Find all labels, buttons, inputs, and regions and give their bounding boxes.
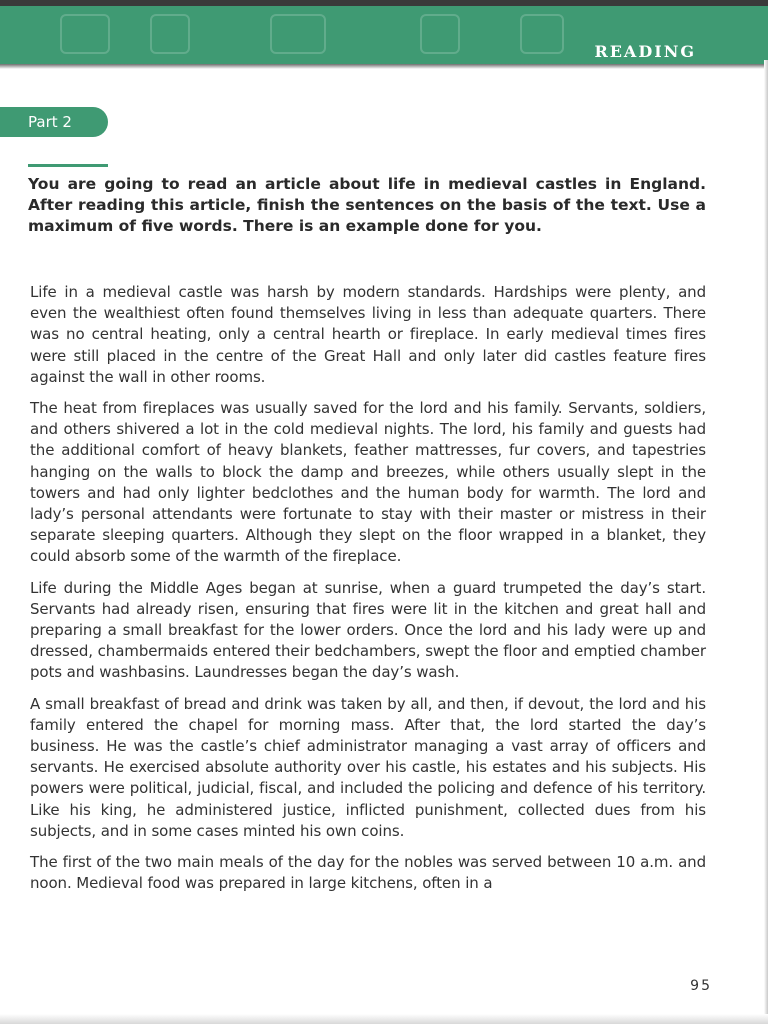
article-paragraph: A small breakfast of bread and drink was taken by all, and then, if devout, the lord and his family entered the chapel for morning mass. After that, the lord started the day’s business. He was the castle’s chief administrator managing a vast array of officers and servants. He exercised absolute authority over his castle, his estates and his subjects. His powers were political, judicial, fiscal, and included the policing and defence of his territory. Like his king, he administered justice, inflicted punishment, collected dues from his subjects, and in some cases minted his own coins. [30, 694, 706, 840]
pencil-icon [150, 14, 190, 54]
mail-icon [520, 14, 564, 54]
article-paragraph: The heat from fireplaces was usually saved for the lord and his family. Servants, soldiers, and others shivered a lot in the cold medieval nights. The lord, his family and guests had the additional comfort of heavy blankets, feather mattresses, fur covers, and tapestries hanging on the walls to block the damp and breezes, while others usually slept in the towers and had only lighter bedclothes and the human body for warmth. The lord and lady’s personal attendants were fortunate to stay with their master or mistress in their separate sleeping quarters. Although they slept on the floor wrapped in a blanket, they could absorb some of the warmth of the fireplace. [30, 399, 706, 566]
header-shadow [0, 64, 768, 69]
task-instructions: You are going to read an article about life in medieval castles in England. After reading this article, finish the sentences on the basis of the text. Use a maximum of five words. There is an example done for you. [28, 175, 706, 235]
page-number: 95 [690, 978, 712, 994]
page-bottom-edge [0, 1014, 768, 1024]
section-rule [28, 164, 108, 167]
part-badge: Part 2 [0, 107, 108, 137]
envelope-icon [60, 14, 110, 54]
card-icon [270, 14, 326, 54]
article-paragraph: The first of the two main meals of the day for the nobles was served between 10 a.m. and noon. Medieval food was prepared in large kitchens, often in a [30, 853, 706, 893]
article-paragraph: Life in a medieval castle was harsh by modern standards. Hardships were plenty, and even the wealthiest often found themselves living in less than adequate quarters. There was no central heating, only a central hearth or fireplace. In early medieval times fires were still placed in the centre of the Great Hall and only later did castles feature fires against the wall in other rooms. [30, 283, 706, 386]
article-paragraph: Life during the Middle Ages began at sunrise, when a guard trumpeted the day’s start. Servants had already risen, ensuring that fires were lit in the kitchen and great hall and preparing a small breakfast for the lower orders. Once the lord and his lady were up and dressed, chambermaids entered their bedchambers, swept the floor and emptied chamber pots and washbasins. Laundresses began the day’s wash. [30, 578, 706, 682]
section-header-band [0, 6, 768, 64]
page-right-edge [764, 60, 768, 1024]
section-title: READING [594, 42, 696, 61]
article-body [30, 282, 706, 904]
letter-icon [420, 14, 460, 54]
